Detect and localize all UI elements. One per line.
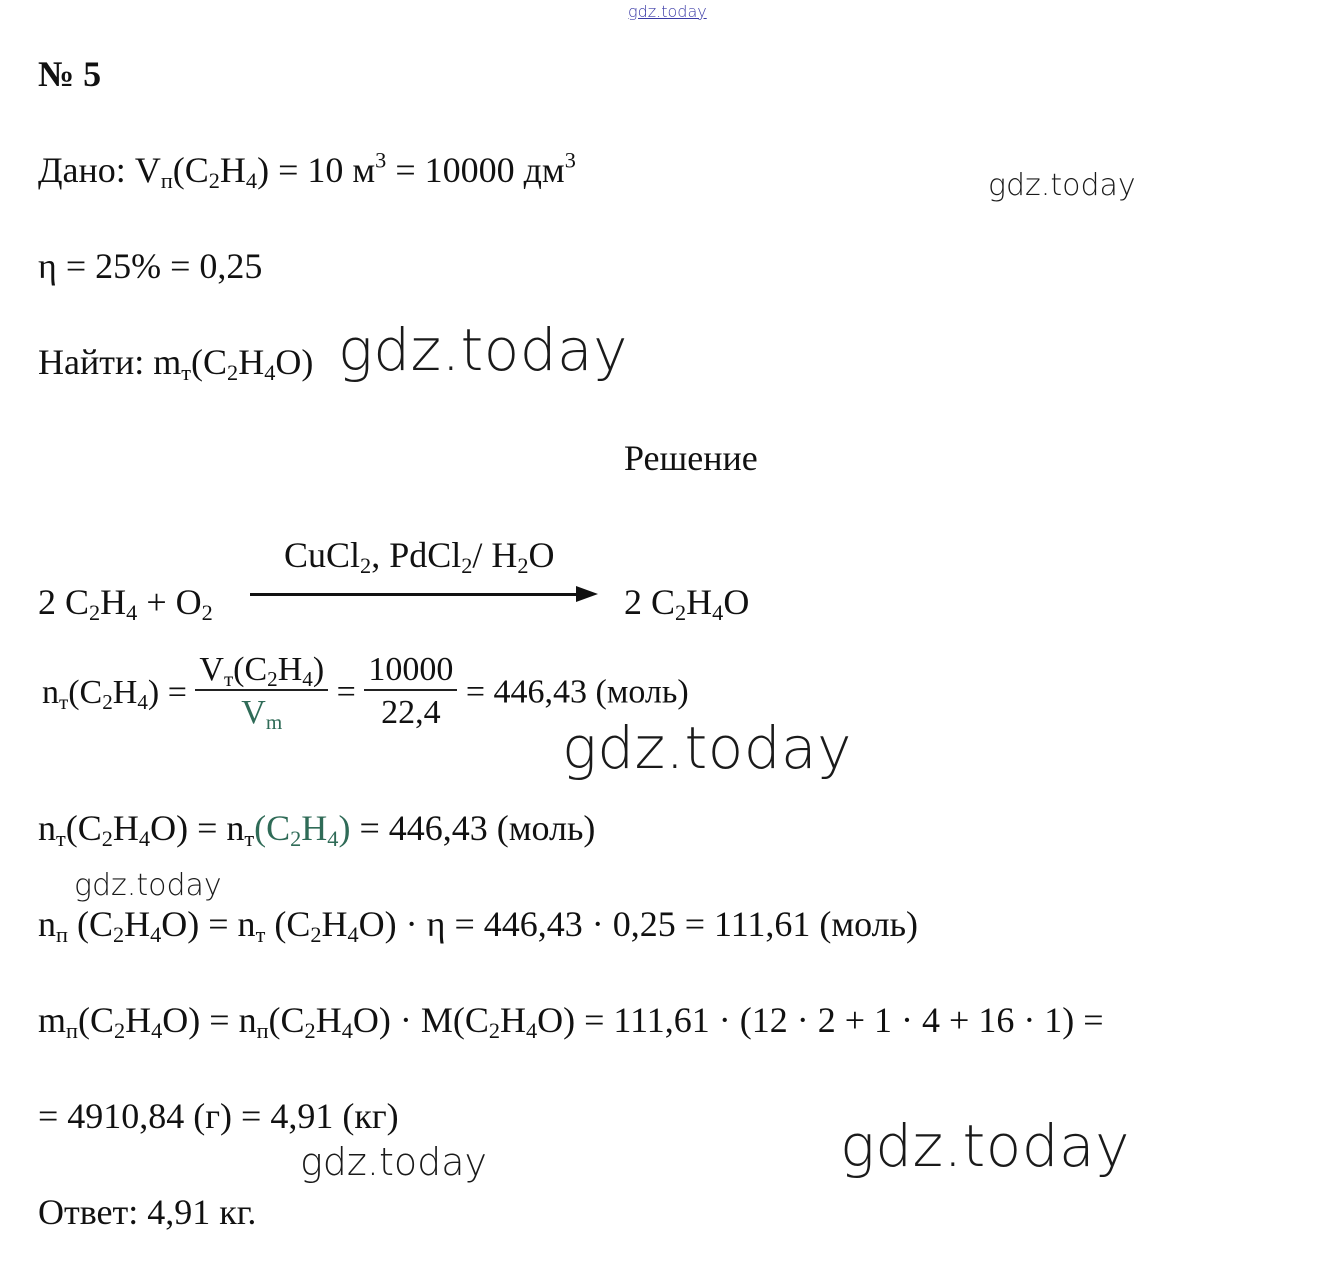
watermark: gdz.today — [840, 1112, 1130, 1180]
arrow-head-icon — [576, 586, 598, 602]
arrow-shaft — [250, 593, 580, 596]
calc1-lhs: $n_т(C_2H_4)$ = — [42, 673, 187, 714]
watermark-top-link[interactable]: gdz.today — [628, 2, 707, 21]
calc1-fraction-1 — [195, 650, 328, 735]
watermark: gdz.today — [988, 168, 1136, 203]
given-line: Дано: $V_п(C_2H_4) = 10$ $м^3 = 10000$ $дм^3$ — [38, 147, 576, 194]
calc1-result: = 446,43 (моль) — [465, 673, 689, 711]
calc1-fraction-2 — [364, 650, 457, 735]
given-eta: η = 25% = 0,25 — [38, 246, 263, 286]
answer-line: Ответ: 4,91 кг. — [38, 1192, 257, 1232]
problem-number: № 5 — [38, 54, 102, 94]
given-label: Дано: — [38, 150, 126, 190]
reaction-conditions: CuCl$_2$, PdCl$_2$/ $H_2O$ — [284, 535, 555, 579]
fraction-1-denominator: $V_m$ — [241, 694, 283, 734]
calc3-line: $n_п$ $(C_2H_4O) = n_т$ $(C_2H_4O) \cdot \eta = 446,43 \cdot 0,25 = 111,61$ (моль) — [38, 904, 919, 948]
reaction-arrow — [248, 534, 600, 604]
fraction-1-numerator: $V_т(C_2H_4)$ — [195, 650, 328, 691]
calc1-line: $n_т(C_2H_4)$ = $\frac{V_т(C_2H_4)}{V_m}$ = $\frac{10000}{22,4}$ = 446,43 (моль) — [42, 651, 689, 734]
watermark: gdz.today — [74, 868, 222, 903]
calc5-line: = 4910,84 (г) = 4,91 (кг) — [38, 1096, 399, 1136]
calc2-line: $n_т(C_2H_4O) = n_т(C_2H_4) = 446,43$ (моль) — [38, 808, 596, 852]
find-line: Найти: $m_т(C_2H_4O)$ — [38, 342, 314, 386]
find-label: Найти: — [38, 342, 145, 382]
calc4-line: $m_п(C_2H_4O) = n_п(C_2H_4O) \cdot M(C_2H_4O) = 111,61 \cdot (12 \cdot 2 + 1 \cdot 4 + 16 \cdot 1)$ = — [38, 1000, 1104, 1044]
watermark: gdz.today — [562, 714, 852, 782]
watermark: gdz.today — [300, 1140, 487, 1184]
solution-heading: Решение — [624, 438, 758, 478]
fraction-2-numerator: 10000 — [364, 650, 457, 691]
reaction-right: 2 $C_2H_4O$ — [624, 582, 750, 626]
watermark: gdz.today — [338, 316, 628, 384]
fraction-2-denominator: 22,4 — [381, 694, 441, 732]
reaction-left: 2 $C_2H_4 + O_2$ — [38, 582, 213, 626]
